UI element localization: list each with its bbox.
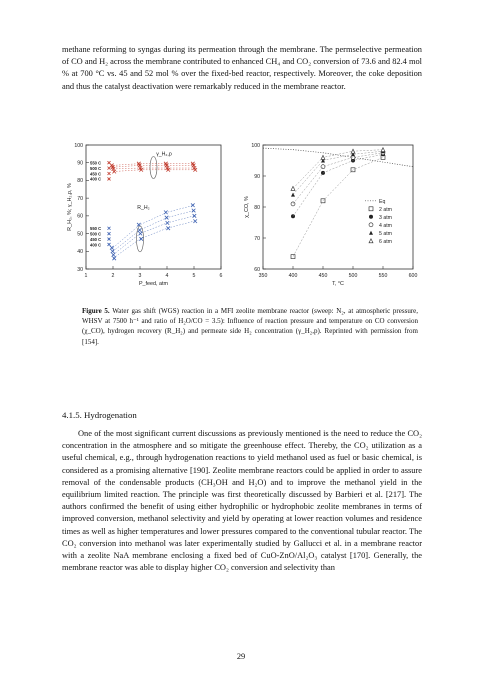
data-point xyxy=(321,165,325,169)
paragraph-top: methane reforming to syngas during its permeation through the membrane. The permselective permeation of CO and H₂ across the membrane contributed to enhanced CH₄ and CO₂ conversion of 73.6 and 82.4 mol % at 700 °C vs. 45 and 52 mol % over the fixed-bed reactor, respectively. Moreover, the coke deposition and thus the catalyst deactivation were remarkably reduced in the membrane reactor. xyxy=(62,45,422,91)
series-line xyxy=(113,216,194,255)
x-tick-label: 5 xyxy=(192,273,196,279)
annotation-ellipse xyxy=(150,156,157,178)
plot-frame xyxy=(86,145,221,269)
series-line xyxy=(113,165,194,167)
chart-hydrogen-recovery xyxy=(67,143,223,287)
y-tick-label: 100 xyxy=(74,142,83,149)
x-tick-label: 600 xyxy=(408,273,418,279)
page-number: 29 xyxy=(236,652,246,661)
legend-label: 550 C xyxy=(90,160,102,166)
annotation-label: R_H₂ xyxy=(137,204,150,211)
legend-label: 4 atm xyxy=(379,222,392,229)
x-tick-label: 350 xyxy=(258,273,268,279)
caption-label: Figure 5. xyxy=(82,307,110,315)
legend-marker xyxy=(369,239,373,243)
legend-label: Eq xyxy=(379,198,386,205)
legend-label: 6 atm xyxy=(379,238,392,245)
legend-marker xyxy=(369,207,373,211)
legend-marker xyxy=(369,231,373,235)
x-axis-label: P_feed, atm xyxy=(138,281,169,287)
y-tick-label: 70 xyxy=(77,195,83,202)
y-tick-label: 80 xyxy=(254,204,260,211)
legend-label: 400 C xyxy=(90,176,102,182)
x-tick-label: 400 xyxy=(288,273,298,279)
y-tick-label: 70 xyxy=(254,235,260,242)
x-tick-label: 2 xyxy=(111,273,115,279)
legend-label: 5 atm xyxy=(379,230,392,237)
figure-caption xyxy=(82,306,418,347)
series-line xyxy=(113,168,194,169)
y-tick-label: 90 xyxy=(77,160,83,167)
x-tick-label: 500 xyxy=(348,273,358,279)
caption-text: Water gas shift (WGS) reaction in a MFI zeolite membrane reactor (sweep: N₂, at atmospheric pressure, WHSV at 7500 h⁻¹ and ratio of H₂O/CO = 3.5): Influence of reaction pressure and temperature on CO conversion (χ_CO), hydrogen recovery (R_H₂) and permeate side H₂ concentration (γ_H₂,p). Reprinted with permission from [154]. xyxy=(82,307,419,346)
series-line xyxy=(113,170,194,172)
legend-label: 550 C xyxy=(90,226,102,232)
data-point xyxy=(291,255,295,259)
legend-label: 400 C xyxy=(90,242,102,248)
y-axis-label: χ_CO, % xyxy=(244,196,250,218)
series-line xyxy=(293,150,383,189)
y-tick-label: 40 xyxy=(77,249,83,256)
legend-marker xyxy=(369,215,373,219)
x-axis-label: T, °C xyxy=(332,281,344,287)
y-tick-label: 50 xyxy=(77,231,83,238)
y-axis-label: R_H₂, %; γ_H₂,p, % xyxy=(67,183,73,231)
y-tick-label: 60 xyxy=(254,266,260,273)
legend-marker xyxy=(369,223,373,227)
legend-label: 450 C xyxy=(90,171,102,177)
series-line xyxy=(293,151,383,194)
paragraph-main: One of the most significant current discussions as previously mentioned is the need to reduce the CO₂ concentration in the atmosphere and so mitigate the greenhouse effect. Thereby, the CO₂ utilization as a useful chemical, e.g., through hydrogenation reactions to yield methanol used as fuel or basic chemical, is considered as a promising alternative [190]. Zeolite membrane reactors could be applied in order to assure removal of the condensable products (CH₃OH and H₂O) and to improve the methanol yield in the equilibrium limited reaction. The principle was first theoretically discussed by Barbieri et al. [217]. The authors confirmed the benefit of using either hydrophilic or hydrophobic zeolite membranes in terms of improved conversion, methanol selectivity and yield by operating at lower reaction volumes and residence times as well as higher temperatures and lower pressures compared to the conventional tubular reactor. The CO₂ conversion into methanol was later experimentally studied by Gallucci et al. in a membrane reactor with a zeolite NaA membrane enclosing a fixed bed of CuO-ZnO/Al₂O₃ catalyst [170]. Generally, the membrane reactor was able to display higher CO₂ conversion and selectivity than xyxy=(62,429,422,573)
legend-label: 500 C xyxy=(90,231,102,237)
y-tick-label: 100 xyxy=(251,142,260,149)
x-tick-label: 3 xyxy=(138,273,142,279)
y-tick-label: 60 xyxy=(77,213,83,220)
series-line xyxy=(113,221,194,258)
series-line xyxy=(113,205,194,248)
x-tick-label: 6 xyxy=(219,273,223,279)
y-tick-label: 90 xyxy=(254,173,260,180)
legend-label: 2 atm xyxy=(379,206,392,213)
y-tick-label: 80 xyxy=(77,178,83,185)
annotation-label: γ_H₂,p xyxy=(156,151,172,158)
section-heading: 4.1.5. Hydrogenation xyxy=(62,410,137,420)
legend-label: 3 atm xyxy=(379,214,392,221)
series-line xyxy=(113,164,194,166)
x-tick-label: 4 xyxy=(165,273,169,279)
y-tick-label: 30 xyxy=(77,266,83,273)
x-tick-label: 550 xyxy=(378,273,388,279)
figure-5 xyxy=(58,139,422,299)
legend-label: 500 C xyxy=(90,165,102,171)
x-tick-label: 450 xyxy=(318,273,328,279)
x-tick-label: 1 xyxy=(84,273,88,279)
legend-label: 450 C xyxy=(90,236,102,242)
chart-co-conversion xyxy=(244,143,417,287)
